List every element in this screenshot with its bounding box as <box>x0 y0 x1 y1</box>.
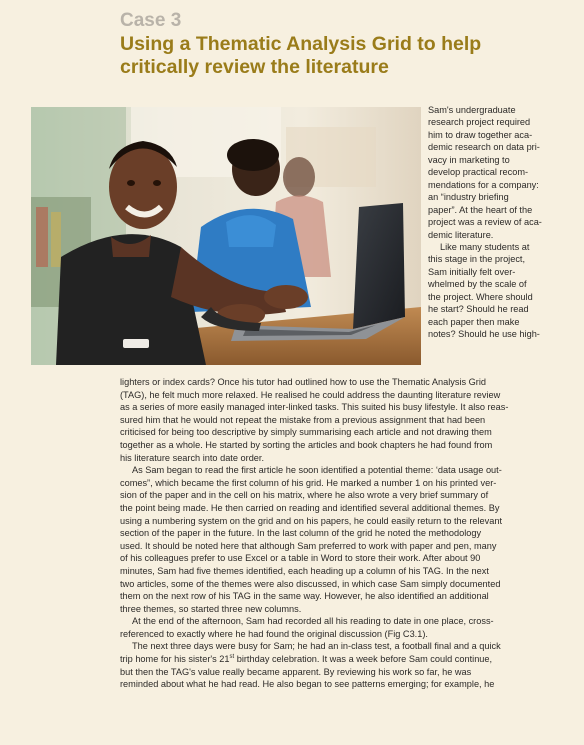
p3-line: three themes, so started three new columns. <box>120 603 302 614</box>
side-p2-line: each paper then make <box>428 316 520 327</box>
side-p1-line: demic literature. <box>428 229 494 240</box>
main-text <box>120 376 560 691</box>
p2-line: sured him that he would not repeat the mistake from a previous assignment that had been <box>120 414 486 425</box>
paragraph-5-rest <box>120 666 560 691</box>
side-p1-line: research project required <box>428 117 531 128</box>
side-p1-line: paper”. At the heart of the <box>428 204 533 215</box>
p4-line: referenced to exactly where he had found the original discussion (Fig C3.1). <box>120 628 428 639</box>
paragraph-3 <box>120 464 560 615</box>
p2-line: as a series of more easily managed inter-linked tasks. This suited his busy lifestyle. It also reas- <box>120 402 509 413</box>
case-title: Using a Thematic Analysis Grid to help critically review the literature <box>120 33 482 78</box>
side-p2-line: whelmed by the scale of <box>428 279 527 290</box>
p3-line: comes”, which became the first column of his grid. He marked a number 1 on his printed ver- <box>120 477 497 488</box>
p3-line: used. It should be noted here that although Sam preferred to work with paper and pen, many <box>120 540 497 551</box>
paragraph-5-line-2 <box>120 653 560 666</box>
side-p1-line: vacy in marketing to <box>428 154 510 165</box>
p5-line: but then the TAG's value really became apparent. By reviewing his work so far, he was <box>120 666 472 677</box>
side-column-text <box>428 104 574 341</box>
side-p2-line: he start? Should he read <box>428 304 529 315</box>
students-with-laptop-photo <box>31 107 421 365</box>
p3-line: minutes, Sam had five themes identified, each heading up a column of his TAG. In the next <box>120 565 489 576</box>
p3-line: of his colleagues prefer to use Excel or a table in Word to store their work. After about 90 <box>120 553 481 564</box>
p3-line: section of the paper in the future. In the last column of the grid he noted the methodology <box>120 528 482 539</box>
p2-line: criticised for being too descriptive by simply summarising each article and not drawing them <box>120 427 492 438</box>
side-p1-line: him to draw together aca- <box>428 129 533 140</box>
case-label: Case 3 <box>120 10 182 31</box>
paragraph-5 <box>120 640 560 690</box>
side-p2-line: this stage in the project, <box>428 254 526 265</box>
p4-line: At the end of the afternoon, Sam had recorded all his reading to date in one place, cross- <box>132 616 494 627</box>
side-p1-line: demic research on data pri- <box>428 142 540 153</box>
side-p1-line: Sam's undergraduate <box>428 105 516 115</box>
p3-line: using a numbering system on the grid and on his papers, he could easily return to the relevant <box>120 515 503 526</box>
p3-line: sion of the paper and in the cell on his matrix, where he also wrote a very brief summary of <box>120 490 489 501</box>
paragraph-4 <box>120 615 560 640</box>
paragraph-2-continued <box>120 376 560 464</box>
paragraph-5-line-2-a: trip home for his sister's 21 <box>120 654 230 665</box>
p2-line: his literature search into date order. <box>120 452 265 463</box>
side-p2-line: the project. Where should <box>428 291 533 302</box>
paragraph-5-line-2-b: birthday celebration. It was a week before Sam could continue, <box>234 654 493 665</box>
side-p1-line: an “industry briefing <box>428 192 509 203</box>
paragraph-5-line-1: The next three days were busy for Sam; he had an in-class test, a football final and a quick <box>132 641 501 652</box>
p2-line: (TAG), he felt much more relaxed. He realised he could address the daunting literature review <box>120 389 501 400</box>
p2-line: together as a whole. He started by sorting the articles and book chapters he had found from <box>120 439 493 450</box>
p5-line: reminded about what he had read. He also began to see patterns emerging; for example, he <box>120 679 495 690</box>
side-p2-line: notes? Should he use high- <box>428 329 540 340</box>
p3-line: them on the next row of his TAG in the same way. However, he also identified an additional <box>120 591 489 602</box>
side-p1-line: project was a review of aca- <box>428 217 542 228</box>
ordinal-suffix: st <box>229 654 235 660</box>
side-p1-line: mendations for a company: <box>428 179 539 190</box>
p3-line: the point being made. He then carried on reading and identified several additional themes. By <box>120 502 500 513</box>
side-paragraph-2 <box>428 241 574 341</box>
side-paragraph-1 <box>428 104 574 241</box>
side-p2-line: Like many students at <box>440 241 530 252</box>
side-p1-line: develop practical recom- <box>428 167 529 178</box>
p2-line: lighters or index cards? Once his tutor had outlined how to use the Thematic Analysis Grid <box>120 377 486 387</box>
p3-line: two articles, some of the themes were also discussed, in which case Sam simply documented <box>120 578 501 589</box>
p3-line: As Sam began to read the first article he soon identified a potential theme: ‘data usage out- <box>132 465 502 476</box>
side-p2-line: Sam initially felt over- <box>428 266 516 277</box>
